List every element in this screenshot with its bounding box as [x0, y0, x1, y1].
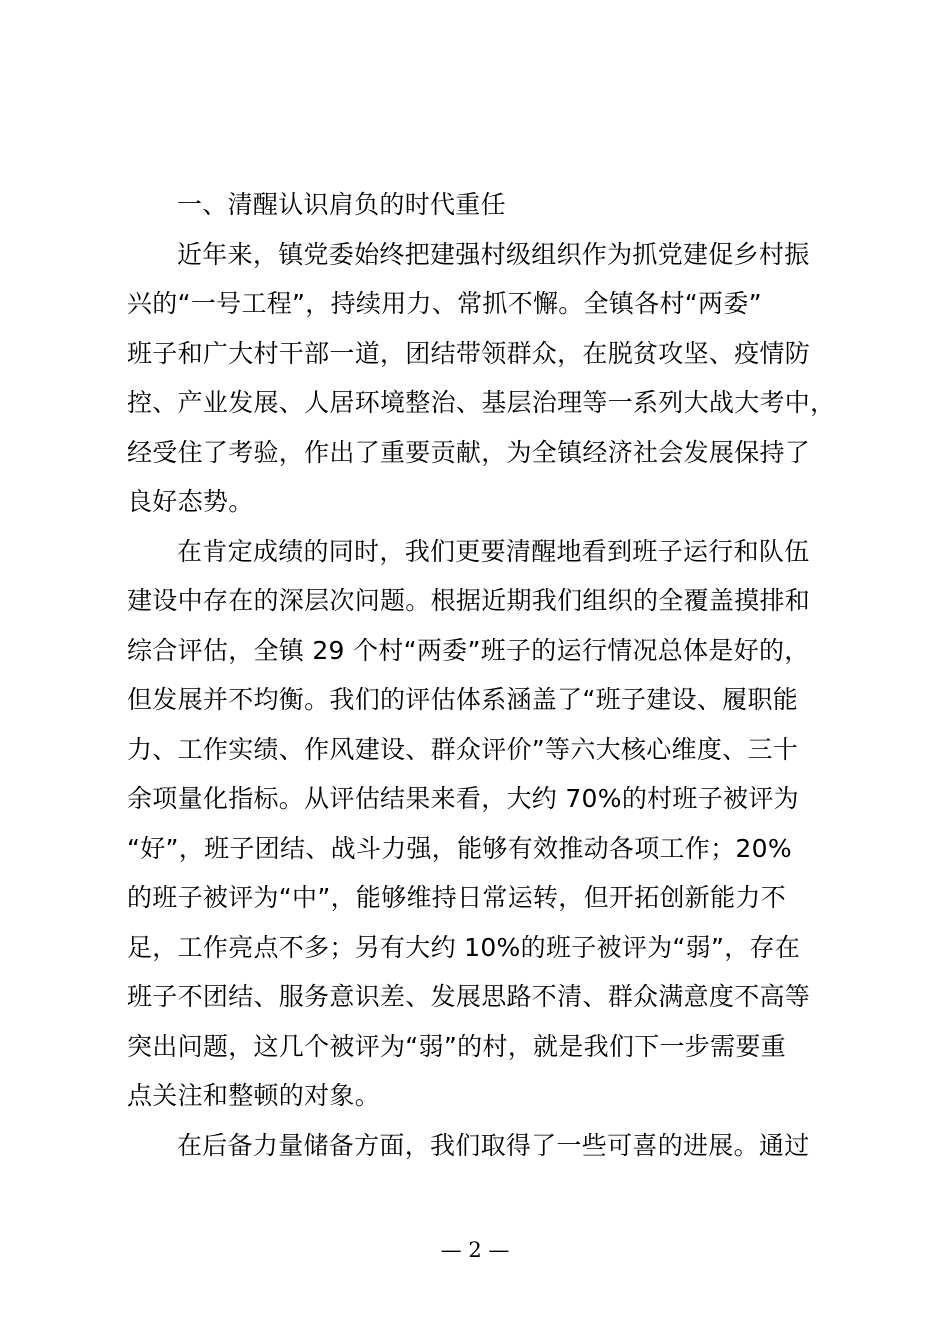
paragraph-line: 近年来，镇党委始终把建强村级组织作为抓党建促乡村振: [177, 239, 810, 269]
paragraph-line: 兴的“一号工程”，持续用力、常抓不懈。全镇各村“两委”: [127, 289, 762, 318]
paragraph-line: 在后备力量储备方面，我们取得了一些可喜的进展。通过: [177, 1130, 810, 1160]
paragraph-line: 良好态势。: [127, 487, 254, 516]
paragraph-line: 在肯定成绩的同时，我们更要清醒地看到班子运行和队伍: [177, 536, 810, 566]
section-heading: 一、清醒认识肩负的时代重任: [177, 190, 506, 219]
paragraph-3: [127, 1121, 833, 1171]
paragraph-line: 突出问题，这几个被评为“弱”的村，就是我们下一步需要重: [127, 1031, 787, 1061]
paragraph-1: [127, 230, 836, 527]
paragraph-line: 班子和广大村干部一道，团结带领群众，在脱贫攻坚、疫情防: [127, 338, 811, 368]
document-body: [127, 180, 836, 1170]
paragraph-line: 力、工作实绩、作风建设、群众评价”等六大核心维度、三十: [127, 734, 799, 764]
paragraph-line: 经受住了考验，作出了重要贡献，为全镇经济社会发展保持了: [127, 437, 811, 467]
paragraph-2: [127, 527, 833, 1121]
paragraph-line: 点关注和整顿的对象。: [127, 1081, 381, 1110]
paragraph-line: 班子不团结、服务意识差、发展思路不清、群众满意度不高等: [127, 982, 811, 1011]
page-number: — 2 —: [440, 1238, 510, 1262]
paragraph-line: 控、产业发展、人居环境整治、基层治理等一系列大战大考中，: [127, 388, 836, 417]
paragraph-line: 的班子被评为“中”，能够维持日常运转，但开拓创新能力不: [127, 883, 787, 912]
paragraph-line: 余项量化指标。从评估结果来看，大约 70%的村班子被评为: [127, 784, 799, 813]
paragraph-line: 建设中存在的深层次问题。根据近期我们组织的全覆盖摸排和: [127, 586, 811, 615]
paragraph-line: 足，工作亮点不多；另有大约 10%的班子被评为“弱”，存在: [127, 932, 801, 962]
paragraph-line: 综合评估，全镇 29 个村“两委”班子的运行情况总体是好的，: [127, 635, 810, 665]
paragraph-line: 但发展并不均衡。我们的评估体系涵盖了“班子建设、履职能: [127, 685, 799, 714]
paragraph-line: “好”，班子团结、战斗力强，能够有效推动各项工作；20%: [127, 833, 792, 863]
